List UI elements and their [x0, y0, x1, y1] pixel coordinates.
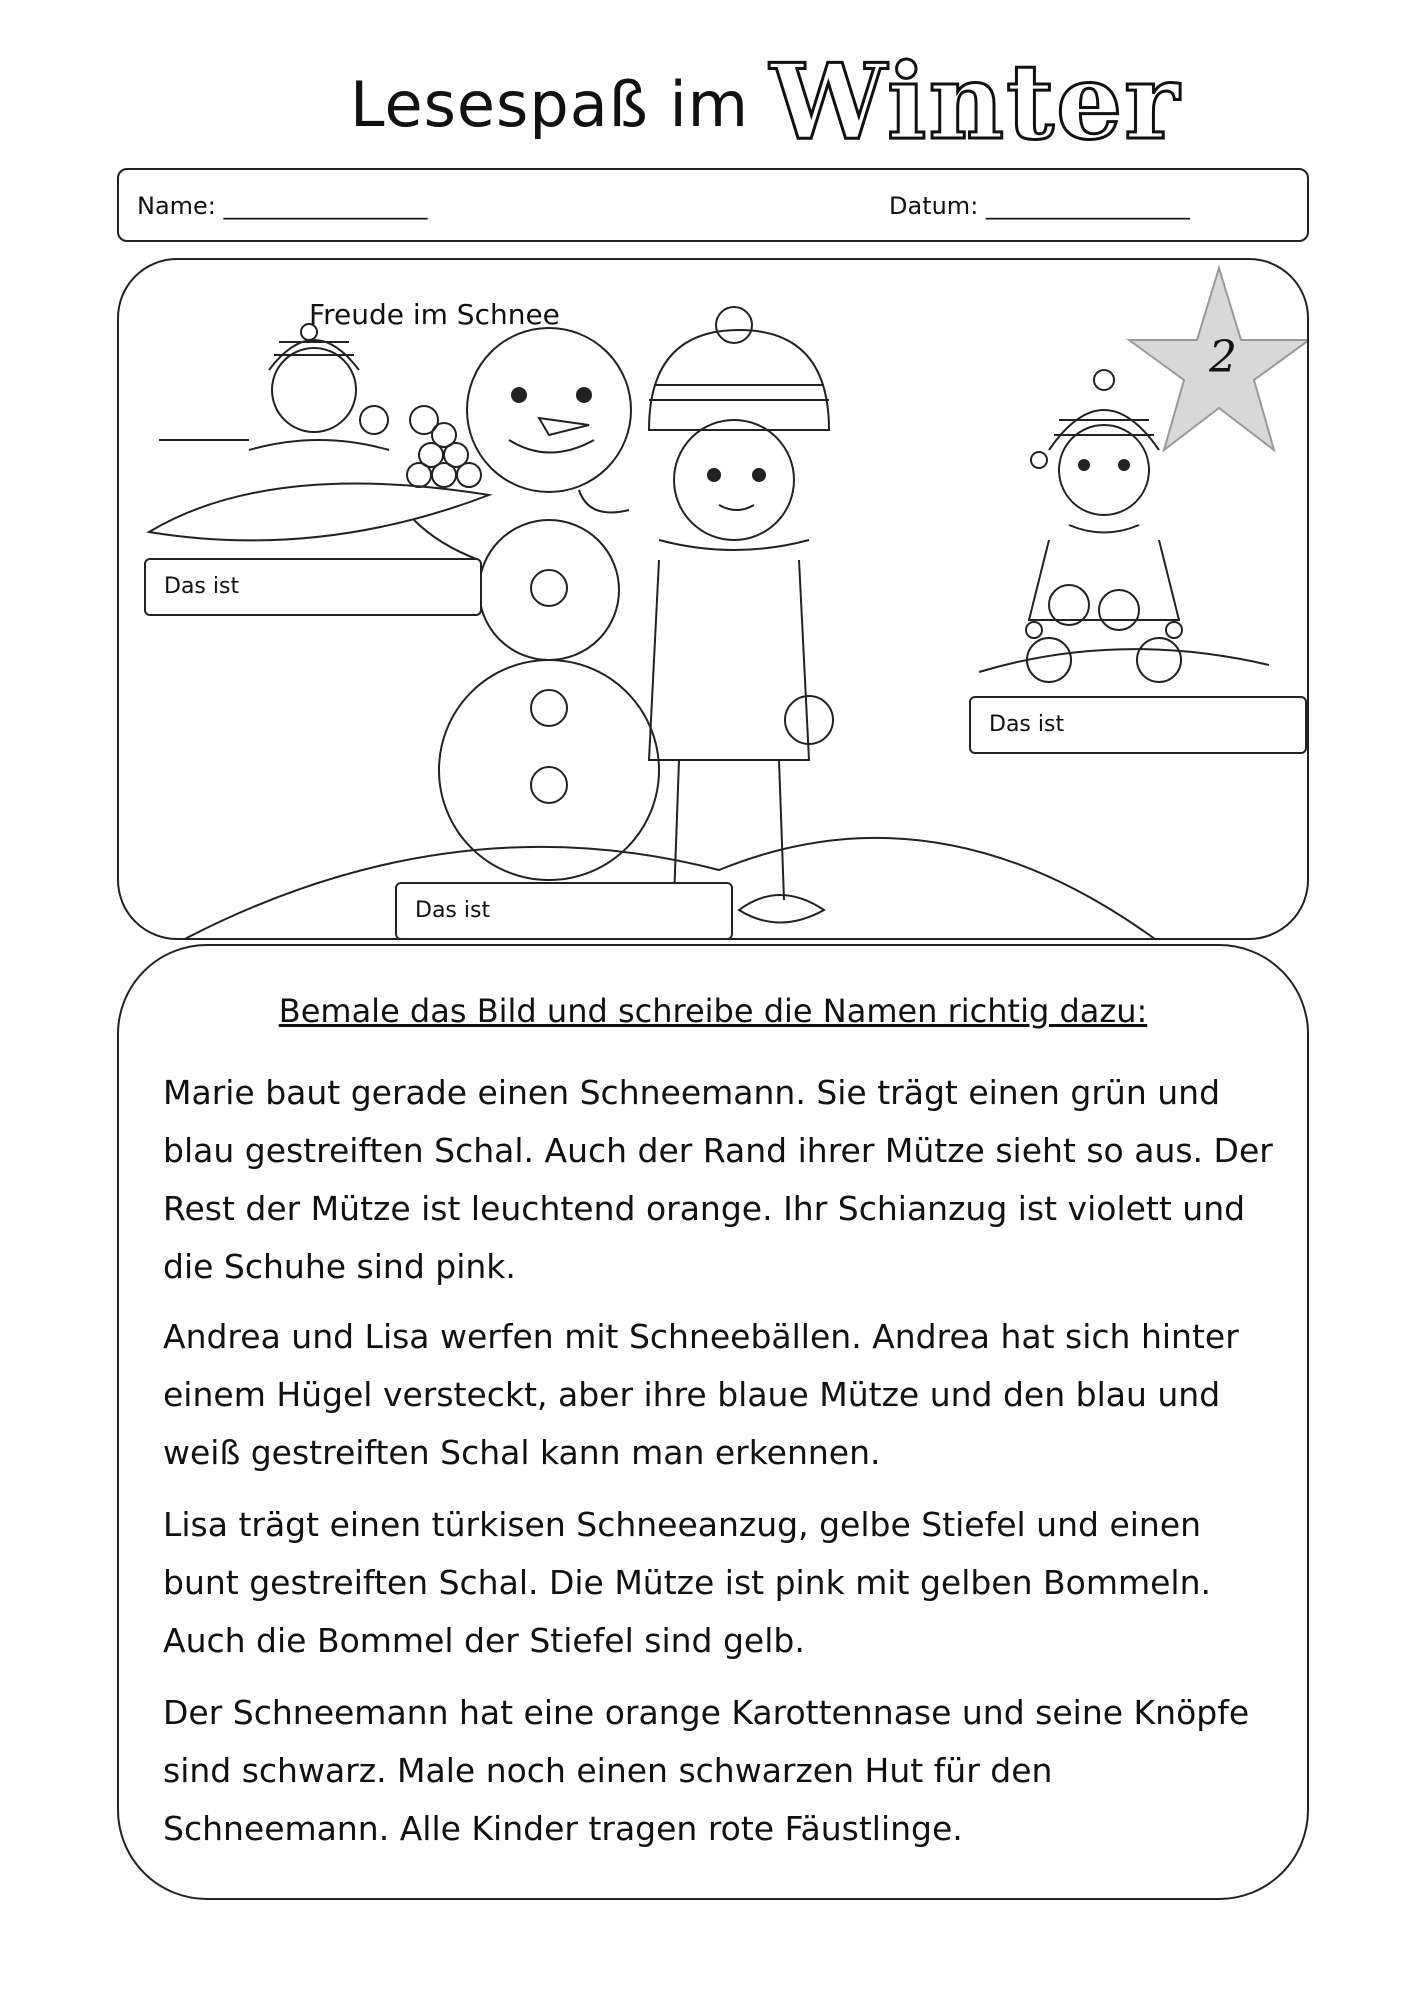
label-box-left[interactable]	[144, 558, 482, 616]
paragraph-marie: Marie baut gerade einen Schneemann. Sie trägt einen grün und blau gestreiften Schal. Auch der Rand ihrer Mütze sieht so aus. Der Rest der Mütze ist leuchtend orange. Ihr Schianzug ist violett und die Schuhe sind pink.	[163, 1073, 1273, 1286]
title-part1: Lesespaß im	[350, 68, 750, 141]
label-bottom-text: Das ist	[415, 898, 491, 923]
paragraph-lisa: Lisa trägt einen türkisen Schneeanzug, gelbe Stiefel und einen bunt gestreiften Schal. Die Mütze ist pink mit gelben Bommeln. Auch die Bommel der Stiefel sind gelb.	[163, 1505, 1212, 1660]
name-field[interactable]: Name: _________________	[137, 192, 428, 220]
marie-figure	[579, 307, 833, 923]
label-left-text: Das ist	[164, 574, 240, 599]
picture-heading: Freude im Schnee	[309, 298, 560, 331]
title-part2: Winter	[770, 40, 1182, 163]
picture-panel	[117, 258, 1309, 940]
paragraph-andrea: Andrea und Lisa werfen mit Schneebällen. Andrea hat sich hinter einem Hügel versteckt, aber ihre blaue Mütze und den blau und weiß gestreiften Schal kann man erkennen.	[163, 1317, 1239, 1472]
label-right-text: Das ist	[989, 712, 1065, 737]
date-field[interactable]: Datum: _________________	[889, 192, 1190, 220]
instruction: Bemale das Bild und schreibe die Namen richtig dazu:	[278, 992, 1148, 1030]
name-date-bar	[117, 168, 1309, 242]
snow-hill-left	[149, 484, 489, 541]
text-panel	[117, 944, 1309, 1900]
andrea-figure	[159, 324, 481, 487]
star-number: 2	[1209, 332, 1237, 383]
snow-hill-right	[979, 649, 1269, 672]
paragraph-snowman: Der Schneemann hat eine orange Karottennase und seine Knöpfe sind schwarz. Male noch einen schwarzen Hut für den Schneemann. Alle Kinder tragen rote Fäustlinge.	[163, 1693, 1250, 1848]
label-box-bottom[interactable]	[395, 882, 733, 940]
label-box-right[interactable]	[969, 696, 1307, 754]
lisa-figure	[1026, 370, 1182, 682]
